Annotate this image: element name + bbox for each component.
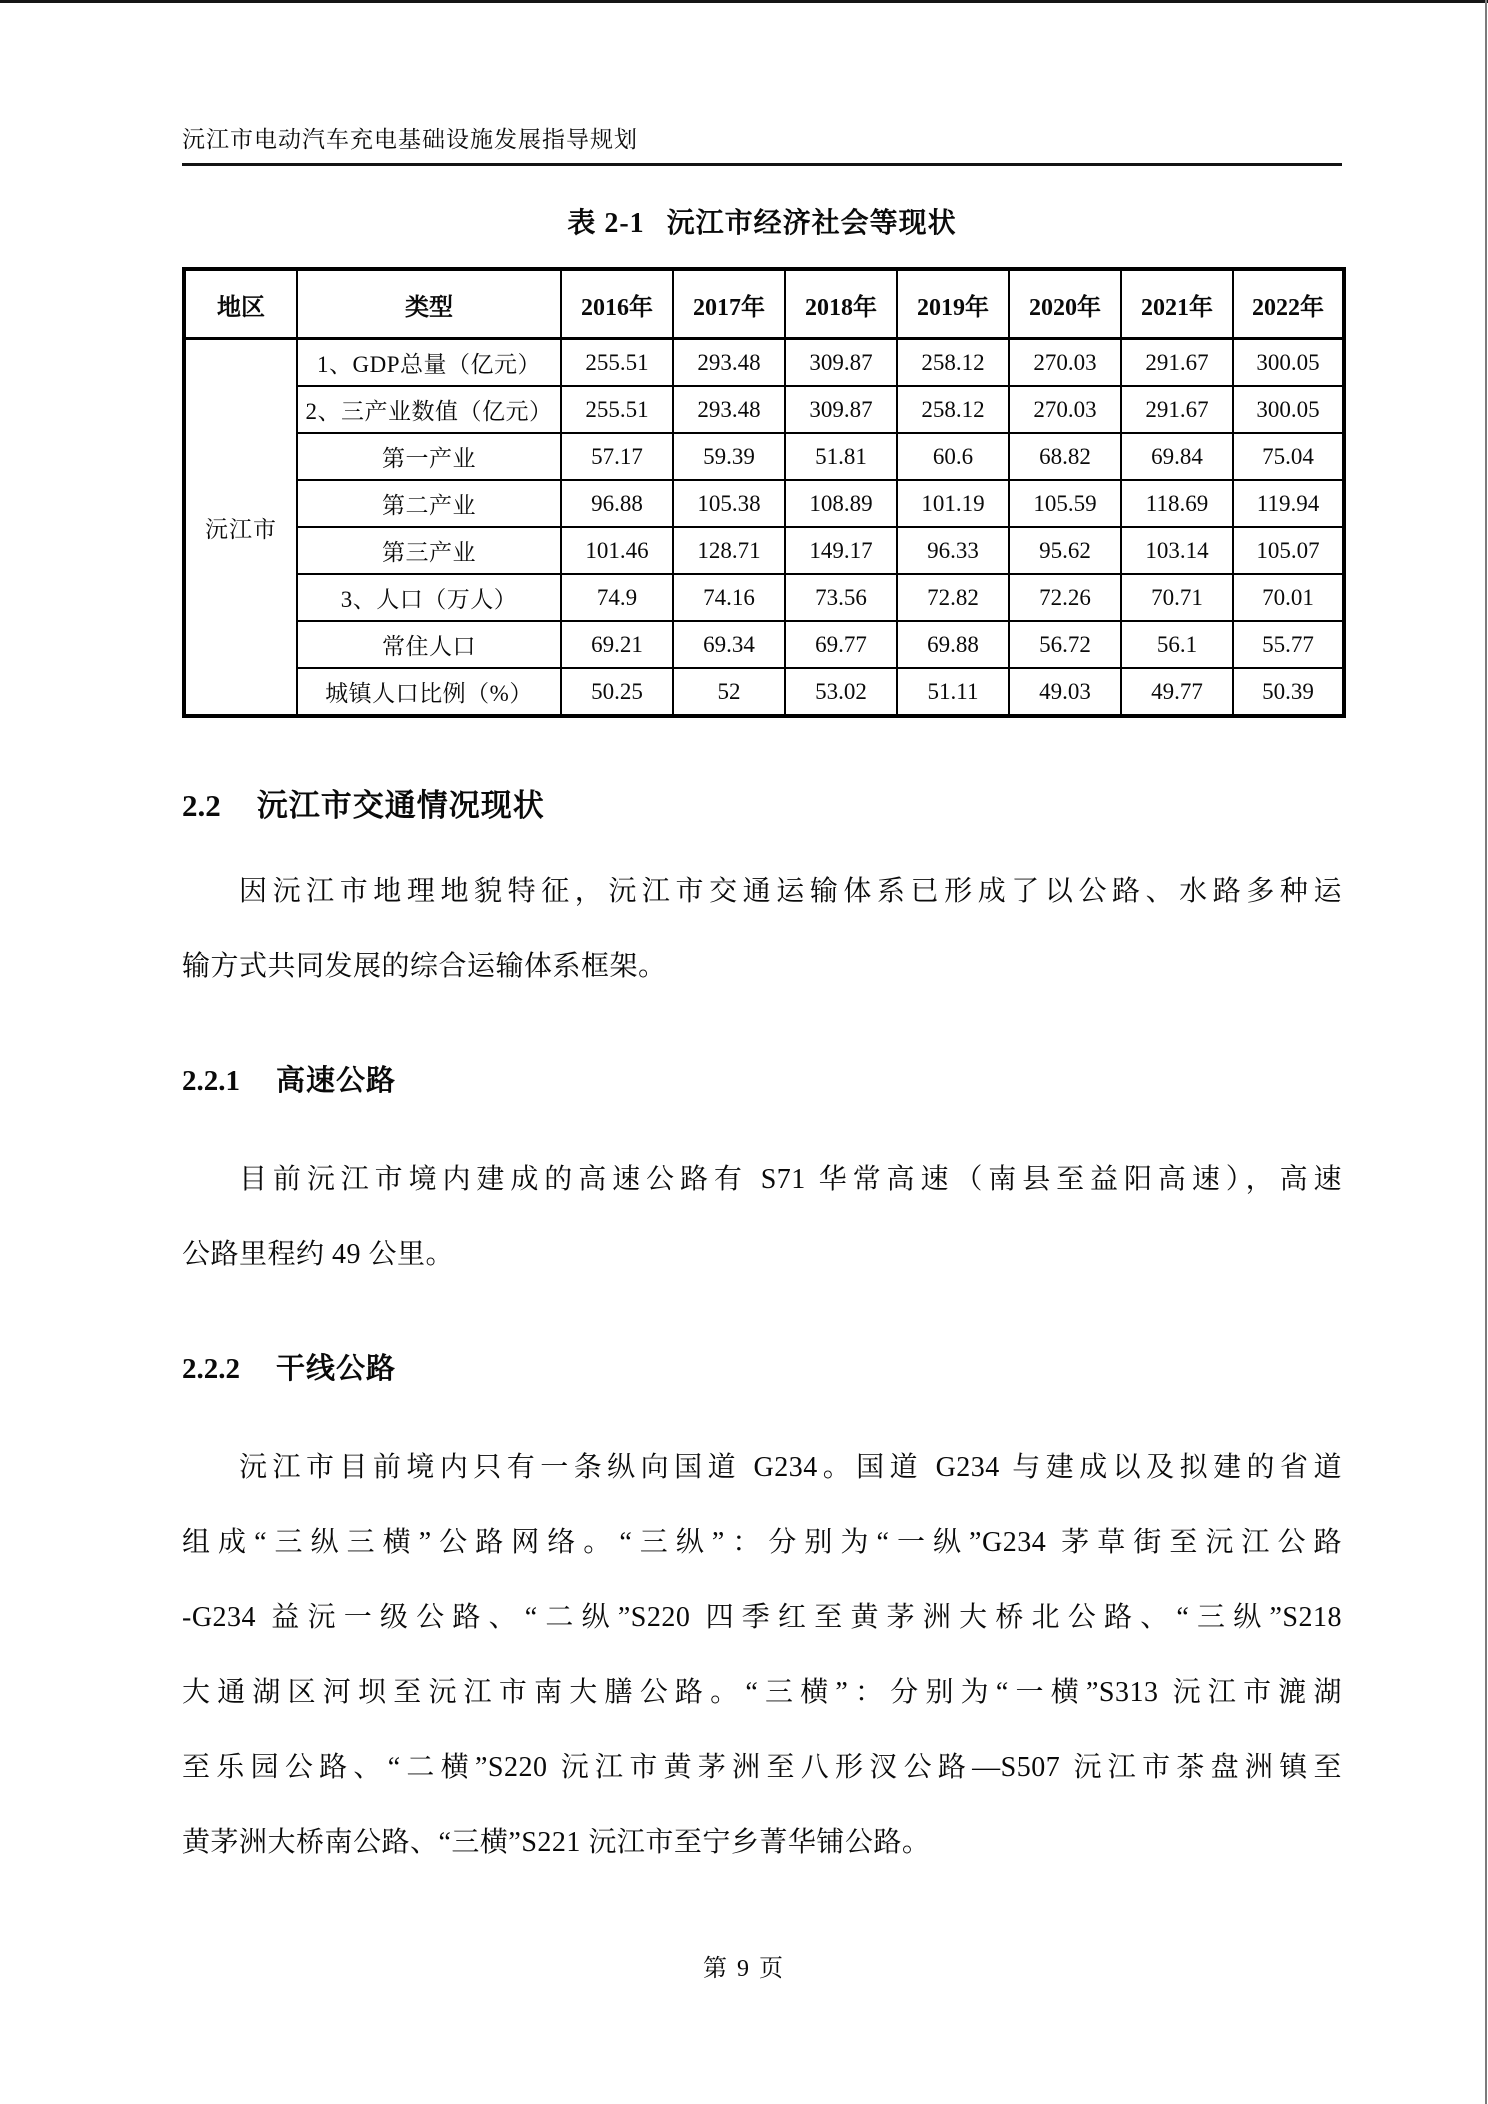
table-row	[184, 433, 1344, 480]
table-row	[184, 668, 1344, 716]
window-right-edge	[1485, 0, 1487, 2104]
section-heading	[182, 784, 1342, 828]
value-cell: 103.14	[1121, 527, 1233, 574]
table-row	[184, 386, 1344, 433]
value-cell: 60.6	[897, 433, 1009, 480]
section-title: 沅江市交通情况现状	[256, 788, 545, 823]
value-cell: 258.12	[897, 386, 1009, 433]
value-cell: 118.69	[1121, 480, 1233, 527]
value-cell: 291.67	[1121, 386, 1233, 433]
table-row	[184, 574, 1344, 621]
page-footer	[0, 1948, 1488, 1983]
value-cell: 50.25	[561, 668, 673, 716]
table-caption-number: 表 2-1	[567, 208, 645, 239]
value-cell: 52	[673, 668, 785, 716]
value-cell: 51.11	[897, 668, 1009, 716]
value-cell: 69.34	[673, 621, 785, 668]
region-cell: 沅江市	[184, 339, 297, 717]
value-cell: 72.82	[897, 574, 1009, 621]
table-row	[184, 339, 1344, 387]
running-header	[182, 126, 1342, 166]
row-type-cell: 1、GDP总量（亿元）	[297, 339, 561, 387]
value-cell: 258.12	[897, 339, 1009, 387]
value-cell: 49.77	[1121, 668, 1233, 716]
value-cell: 255.51	[561, 339, 673, 387]
value-cell: 270.03	[1009, 386, 1121, 433]
table-row	[184, 480, 1344, 527]
row-type-cell: 城镇人口比例（%）	[297, 668, 561, 716]
column-header: 2022年	[1233, 269, 1344, 339]
section-title: 干线公路	[276, 1353, 397, 1385]
table-row	[184, 527, 1344, 574]
table-row	[184, 621, 1344, 668]
value-cell: 69.77	[785, 621, 897, 668]
value-cell: 75.04	[1233, 433, 1344, 480]
value-cell: 56.1	[1121, 621, 1233, 668]
table-caption	[182, 203, 1342, 245]
value-cell: 51.81	[785, 433, 897, 480]
table-body	[184, 339, 1344, 717]
paragraph-line: 公路里程约 49 公里。	[182, 1239, 455, 1270]
paragraph-line: 至乐园公路、“二横”S220 沅江市黄茅洲至八形汊公路—S507 沅江市茶盘洲镇至	[182, 1752, 1342, 1783]
paragraph-line: 大通湖区河坝至沅江市南大膳公路。“三横”：分别为“一横”S313 沅江市漉湖	[182, 1677, 1342, 1708]
paragraph-line: 因沅江市地理地貌特征，沅江市交通运输体系已形成了以公路、水路多种运	[239, 876, 1342, 907]
section-heading	[182, 1060, 1342, 1102]
value-cell: 50.39	[1233, 668, 1344, 716]
section-title: 高速公路	[276, 1065, 397, 1097]
value-cell: 96.33	[897, 527, 1009, 574]
value-cell: 53.02	[785, 668, 897, 716]
value-cell: 128.71	[673, 527, 785, 574]
paragraph	[182, 854, 1342, 1004]
page-content	[182, 203, 1342, 1880]
section-number: 2.2.2	[182, 1353, 240, 1385]
row-type-cell: 常住人口	[297, 621, 561, 668]
value-cell: 95.62	[1009, 527, 1121, 574]
value-cell: 49.03	[1009, 668, 1121, 716]
value-cell: 70.01	[1233, 574, 1344, 621]
row-type-cell: 2、三产业数值（亿元）	[297, 386, 561, 433]
value-cell: 72.26	[1009, 574, 1121, 621]
value-cell: 149.17	[785, 527, 897, 574]
value-cell: 101.19	[897, 480, 1009, 527]
column-header: 类型	[297, 269, 561, 339]
value-cell: 300.05	[1233, 386, 1344, 433]
value-cell: 55.77	[1233, 621, 1344, 668]
paragraph-line: 黄茅洲大桥南公路、“三横”S221 沅江市至宁乡菁华铺公路。	[182, 1827, 931, 1858]
page-number: 第 9 页	[703, 1956, 785, 1982]
value-cell: 74.9	[561, 574, 673, 621]
value-cell: 73.56	[785, 574, 897, 621]
value-cell: 101.46	[561, 527, 673, 574]
value-cell: 293.48	[673, 386, 785, 433]
section-number: 2.2.1	[182, 1065, 240, 1097]
column-header: 2016年	[561, 269, 673, 339]
value-cell: 74.16	[673, 574, 785, 621]
paragraph-line: 沅江市目前境内只有一条纵向国道 G234。国道 G234 与建成以及拟建的省道	[239, 1452, 1342, 1483]
column-header: 2020年	[1009, 269, 1121, 339]
window-top-edge	[0, 0, 1488, 3]
paragraph-line: 组成“三纵三横”公路网络。“三纵”：分别为“一纵”G234 茅草街至沅江公路	[182, 1527, 1342, 1558]
value-cell: 57.17	[561, 433, 673, 480]
value-cell: 300.05	[1233, 339, 1344, 387]
section-heading	[182, 1348, 1342, 1390]
value-cell: 105.59	[1009, 480, 1121, 527]
value-cell: 309.87	[785, 386, 897, 433]
table-head	[184, 269, 1344, 339]
value-cell: 96.88	[561, 480, 673, 527]
value-cell: 293.48	[673, 339, 785, 387]
value-cell: 291.67	[1121, 339, 1233, 387]
value-cell: 69.84	[1121, 433, 1233, 480]
value-cell: 69.21	[561, 621, 673, 668]
paragraph-line: 目前沅江市境内建成的高速公路有 S71 华常高速（南县至益阳高速），高速	[239, 1164, 1342, 1195]
value-cell: 270.03	[1009, 339, 1121, 387]
running-header-title: 沅江市电动汽车充电基础设施发展指导规划	[182, 127, 638, 152]
value-cell: 68.82	[1009, 433, 1121, 480]
column-header: 2021年	[1121, 269, 1233, 339]
row-type-cell: 第二产业	[297, 480, 561, 527]
section-number: 2.2	[182, 788, 221, 823]
paragraph-line: -G234 益沅一级公路、“二纵”S220 四季红至黄茅洲大桥北公路、“三纵”S218	[182, 1602, 1342, 1633]
value-cell: 69.88	[897, 621, 1009, 668]
row-type-cell: 第三产业	[297, 527, 561, 574]
paragraph	[182, 1430, 1342, 1880]
row-type-cell: 第一产业	[297, 433, 561, 480]
value-cell: 56.72	[1009, 621, 1121, 668]
column-header: 地区	[184, 269, 297, 339]
column-header: 2019年	[897, 269, 1009, 339]
value-cell: 119.94	[1233, 480, 1344, 527]
column-header: 2018年	[785, 269, 897, 339]
value-cell: 59.39	[673, 433, 785, 480]
paragraph	[182, 1142, 1342, 1292]
paragraph-line: 输方式共同发展的综合运输体系框架。	[182, 951, 667, 982]
row-type-cell: 3、人口（万人）	[297, 574, 561, 621]
value-cell: 255.51	[561, 386, 673, 433]
table-caption-title: 沅江市经济社会等现状	[666, 208, 957, 239]
value-cell: 309.87	[785, 339, 897, 387]
economy-status-table	[182, 267, 1346, 718]
value-cell: 105.07	[1233, 527, 1344, 574]
value-cell: 105.38	[673, 480, 785, 527]
value-cell: 108.89	[785, 480, 897, 527]
sections	[182, 784, 1342, 1880]
column-header: 2017年	[673, 269, 785, 339]
table-header-row	[184, 269, 1344, 339]
value-cell: 70.71	[1121, 574, 1233, 621]
